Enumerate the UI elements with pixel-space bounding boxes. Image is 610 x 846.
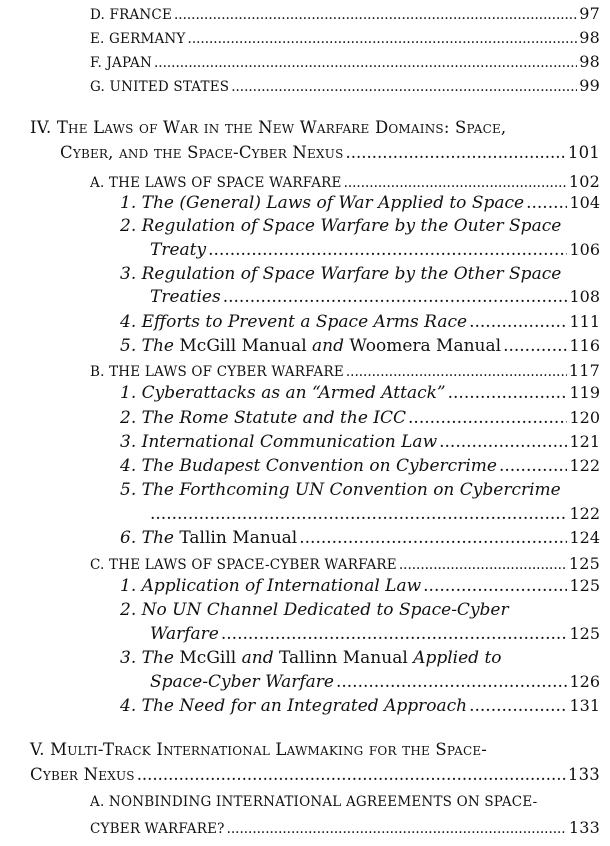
leader-dots	[469, 312, 567, 332]
toc-entry-label: 6. The	[120, 528, 180, 548]
leader-dots	[221, 624, 568, 644]
toc-entry-iv-a5	[120, 336, 600, 356]
toc-entry-iv-c1	[120, 576, 600, 596]
toc-entry-label: A. THE LAWS OF SPACE WARFARE	[90, 175, 342, 191]
toc-entry-label: B. THE LAWS OF CYBER WARFARE	[90, 364, 344, 380]
leader-dots	[154, 55, 577, 71]
toc-entry-v-a	[90, 818, 600, 837]
toc-entry-label: and	[306, 336, 350, 356]
toc-entry-iv-c3	[150, 672, 600, 692]
toc-entry-f-japan	[90, 52, 600, 71]
toc-entry-iv-c2	[150, 624, 600, 644]
toc-page-number: 124	[569, 528, 600, 547]
toc-page-number: 98	[579, 52, 600, 71]
toc-entry-iv-a3	[150, 287, 600, 307]
toc-section-iv-title: IV. The Laws of War in the New Warfare Domains: Space,	[30, 118, 507, 137]
toc-page-number: 125	[569, 624, 600, 643]
toc-page-number: 106	[569, 240, 600, 259]
leader-dots	[188, 31, 578, 47]
toc-page-number: 126	[569, 672, 600, 691]
toc-section-v	[30, 765, 600, 784]
toc-entry-label-cont: Treaties	[150, 287, 221, 307]
toc-entry-label: G. UNITED STATES	[90, 79, 230, 95]
leader-dots	[299, 528, 567, 548]
toc-entry-label-roman: Tallin Manual	[179, 528, 298, 548]
toc-entry-iv-b1	[120, 383, 600, 403]
toc-page-number: 104	[569, 193, 600, 212]
toc-entry-label: 4. Efforts to Prevent a Space Arms Race	[120, 312, 468, 332]
leader-dots	[399, 557, 567, 573]
leader-dots	[499, 456, 568, 476]
toc-entry-label: 1. Application of International Law	[120, 576, 422, 596]
toc-entry-iv-a	[90, 172, 600, 191]
leader-dots	[526, 193, 567, 213]
leader-dots	[439, 432, 567, 452]
leader-dots	[336, 672, 568, 692]
leader-dots	[174, 7, 577, 23]
toc-entry-e-germany	[90, 28, 600, 47]
toc-page-number: 101	[567, 143, 600, 162]
toc-page-number: 122	[569, 504, 600, 523]
toc-entry-label: 2. The Rome Statute and the ICC	[120, 408, 407, 428]
toc-entry-iv-a1	[120, 193, 600, 213]
toc-entry-g-united-states	[90, 76, 600, 95]
toc-entry-iv-a2	[150, 240, 600, 260]
toc-page-number: 108	[569, 287, 600, 306]
toc-entry-label-roman: Tallinn Manual	[279, 648, 408, 668]
toc-entry-iv-b5	[150, 504, 600, 524]
toc-entry-label: 3. Regulation of Space Warfare by the Other Space	[120, 264, 562, 284]
toc-entry-label-cont: Warfare	[150, 624, 219, 644]
leader-dots	[208, 240, 567, 260]
leader-dots	[423, 576, 567, 596]
leader-dots	[227, 821, 567, 837]
toc-entry-label: 2. Regulation of Space Warfare by the Outer Space	[120, 216, 562, 236]
toc-entry-label-roman: McGill	[179, 648, 237, 668]
toc-entry-label: 5. The Forthcoming UN Convention on Cybercrime	[120, 480, 561, 500]
leader-dots	[408, 408, 567, 428]
toc-page-number: 133	[568, 818, 600, 837]
leader-dots	[231, 79, 577, 95]
toc-entry-label: Applied to	[407, 648, 502, 668]
toc-entry-label: 4. The Budapest Convention on Cybercrime	[120, 456, 497, 476]
toc-entry-label: CYBER WARFARE?	[90, 821, 225, 837]
toc-entry-iv-b	[90, 361, 600, 380]
toc-entry-label: D. FRANCE	[90, 7, 173, 23]
toc-page-number: 97	[579, 4, 600, 23]
toc-entry-label: 4. The Need for an Integrated Approach	[120, 696, 468, 716]
toc-page-number: 116	[569, 336, 600, 355]
toc-entry-label: F. JAPAN	[90, 55, 153, 71]
toc-page-number: 122	[569, 456, 600, 475]
toc-page-number: 119	[569, 383, 600, 402]
leader-dots	[346, 143, 566, 162]
toc-entry-label: C. THE LAWS OF SPACE-CYBER WARFARE	[90, 557, 397, 573]
leader-dots	[346, 364, 567, 380]
toc-entry-label: 3. The	[120, 648, 180, 668]
toc-page-number: 121	[569, 432, 600, 451]
toc-entry-label: 5. The	[120, 336, 180, 356]
toc-entry-iv-b3	[120, 432, 600, 452]
toc-entry-label-roman: McGill Manual	[179, 336, 307, 356]
toc-entry-iv-c	[90, 554, 600, 573]
leader-dots	[223, 287, 568, 307]
toc-entry-label: 3. International Communication Law	[120, 432, 438, 452]
toc-page-number: 99	[579, 76, 600, 95]
toc-entry-label-cont: Space-Cyber Warfare	[150, 672, 334, 692]
toc-entry-iv-b4	[120, 456, 600, 476]
toc-entry-label: Cyber Nexus	[30, 765, 135, 784]
toc-entry-label: 1. Cyberattacks as an “Armed Attack”	[120, 383, 446, 403]
toc-entry-v-a-title: A. NONBINDING INTERNATIONAL AGREEMENTS ON SPACE-	[90, 794, 538, 810]
toc-page-number: 125	[569, 576, 600, 595]
toc-entry-iv-b6	[120, 528, 600, 548]
toc-page-number: 102	[568, 172, 600, 191]
toc-entry-label: and	[236, 648, 279, 668]
toc-page-number: 120	[569, 408, 600, 427]
toc-page-number: 131	[569, 696, 600, 715]
toc-entry-label: Cyber, and the Space-Cyber Nexus	[60, 143, 344, 162]
toc-page-number: 111	[569, 312, 600, 331]
toc-entry-label-roman: Woomera Manual	[349, 336, 502, 356]
leader-dots	[448, 383, 568, 403]
toc-section-iv	[60, 143, 600, 162]
toc-entry-label: E. GERMANY	[90, 31, 186, 47]
toc-page-number: 125	[568, 554, 600, 573]
toc-entry-d-france	[90, 4, 600, 23]
toc-entry-iv-a4	[120, 312, 600, 332]
toc-entry-iv-b2	[120, 408, 600, 428]
leader-dots	[150, 504, 567, 524]
leader-dots	[344, 175, 567, 191]
toc-entry-label: 2. No UN Channel Dedicated to Space-Cyber	[120, 600, 509, 620]
leader-dots	[137, 765, 566, 784]
leader-dots	[469, 696, 567, 716]
toc-entry-label: 1. The (General) Laws of War Applied to Space	[120, 193, 525, 213]
toc-page-number: 117	[568, 361, 600, 380]
toc-entry-iv-c4	[120, 696, 600, 716]
toc-page-number: 133	[567, 765, 600, 784]
toc-section-v-title: V. Multi-Track International Lawmaking for the Space-	[30, 740, 488, 759]
toc-entry-label-cont: Treaty	[150, 240, 207, 260]
toc-page-number: 98	[579, 28, 600, 47]
leader-dots	[503, 336, 567, 356]
